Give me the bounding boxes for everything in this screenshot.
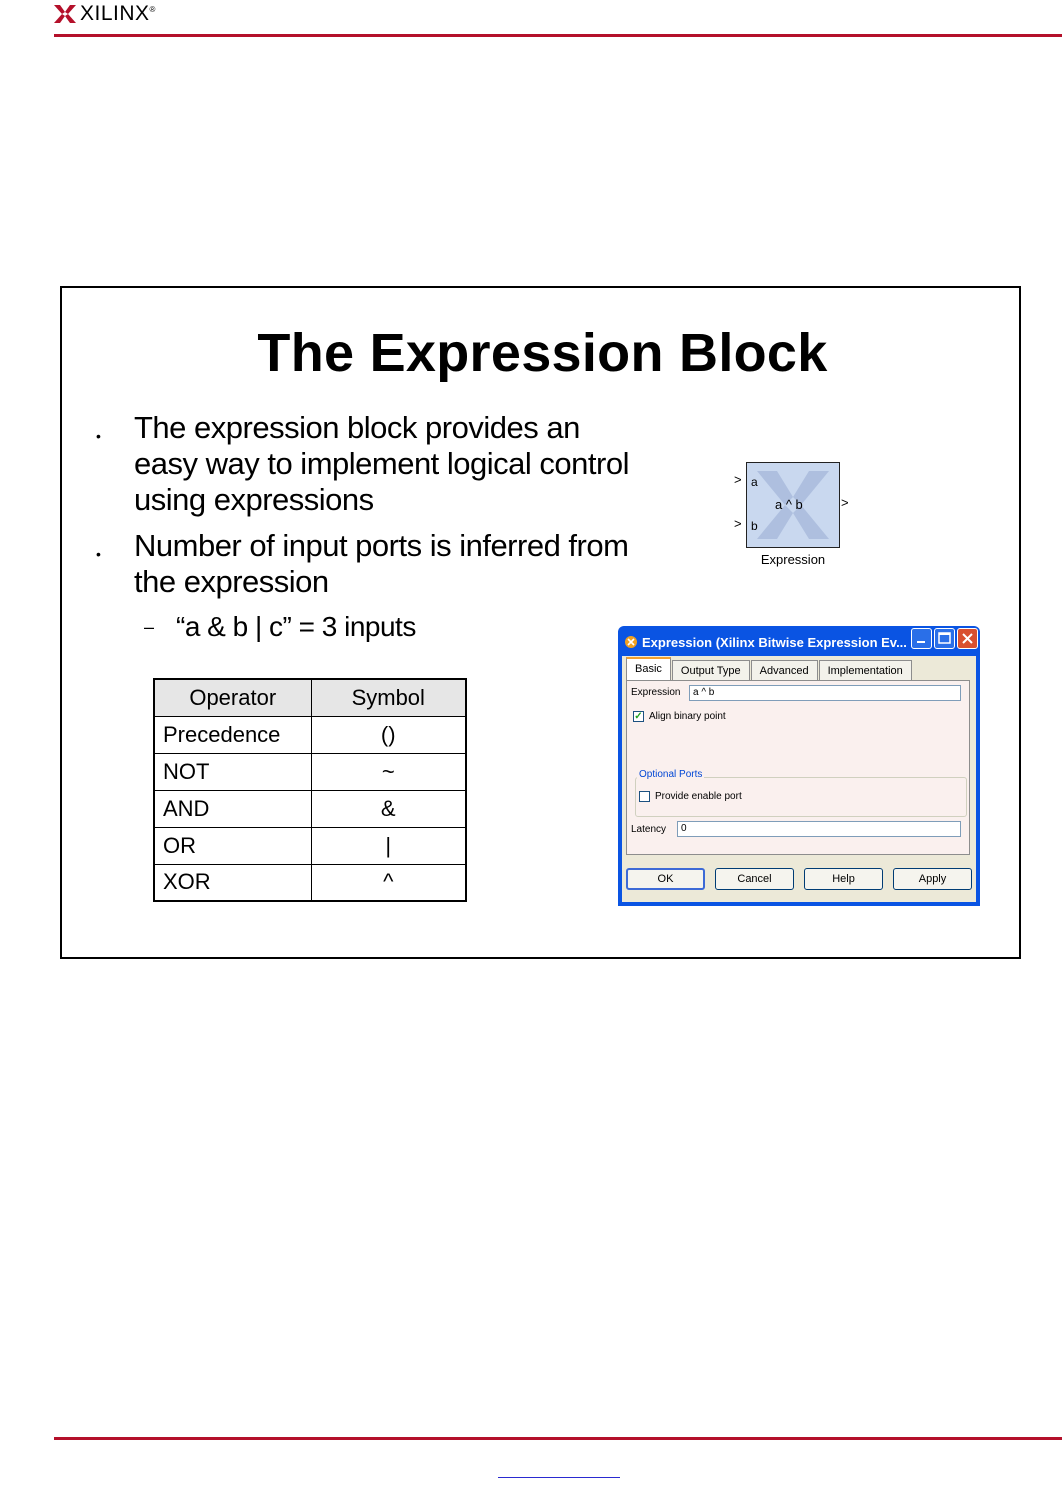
logo-text: XILINX®	[80, 2, 156, 25]
footer-rule	[54, 1437, 1062, 1440]
symbol-cell: &	[311, 790, 466, 827]
ok-button[interactable]: OK	[626, 868, 705, 890]
operator-cell: XOR	[154, 864, 311, 901]
bullet-item: • The expression block provides an easy way to implement logical control using expressions	[96, 410, 629, 517]
column-header: Operator	[154, 679, 311, 716]
close-button[interactable]	[957, 628, 978, 649]
input-arrow-icon: >	[734, 472, 742, 487]
table-row	[154, 864, 466, 901]
output-arrow-icon: >	[841, 495, 849, 510]
provide-enable-port-label: Provide enable port	[655, 791, 742, 802]
expression-label: Expression	[631, 687, 681, 698]
dialog-title: Expression (Xilinx Bitwise Expression Ev...	[642, 634, 907, 650]
window-controls	[911, 628, 978, 649]
help-button[interactable]: Help	[804, 868, 883, 890]
tab-basic[interactable]: Basic	[626, 657, 671, 680]
symbol-cell: ^	[311, 864, 466, 901]
bullet-dot-icon: •	[96, 546, 101, 562]
operator-cell: Precedence	[154, 716, 311, 753]
apply-button[interactable]: Apply	[893, 868, 972, 890]
footer-link[interactable]	[498, 1463, 620, 1478]
block-expression-text: a ^ b	[775, 497, 803, 512]
input-port-b: b	[751, 519, 758, 533]
latency-input[interactable]: 0	[677, 821, 961, 837]
page-header	[0, 0, 1062, 40]
minimize-icon	[912, 629, 931, 648]
table-header-row	[154, 679, 466, 716]
symbol-cell: ()	[311, 716, 466, 753]
maximize-button[interactable]	[934, 628, 955, 649]
app-icon	[624, 635, 638, 649]
slide-title: The Expression Block	[257, 323, 828, 383]
table-row	[154, 790, 466, 827]
expression-block	[746, 462, 840, 548]
header-rule	[54, 34, 1062, 37]
maximize-icon	[935, 629, 954, 648]
tab-bar	[626, 660, 913, 680]
table-row	[154, 716, 466, 753]
tab-advanced[interactable]: Advanced	[751, 660, 818, 680]
sub-bullet-item: – “a & b | c” = 3 inputs	[144, 611, 416, 642]
minimize-button[interactable]	[911, 628, 932, 649]
tab-implementation[interactable]: Implementation	[819, 660, 912, 680]
input-arrow-icon: >	[734, 516, 742, 531]
bullet-item: • Number of input ports is inferred from the expression	[96, 528, 629, 599]
column-header: Symbol	[311, 679, 466, 716]
xilinx-logo-icon	[52, 3, 78, 25]
basic-panel	[626, 680, 970, 855]
slide-figure	[60, 286, 1021, 959]
align-binary-point-label: Align binary point	[649, 711, 726, 722]
dash-icon: –	[144, 617, 154, 637]
dialog-button-row	[626, 868, 972, 890]
operator-table	[153, 678, 467, 902]
tab-output-type[interactable]: Output Type	[672, 660, 750, 680]
expression-dialog	[618, 626, 980, 906]
cancel-button[interactable]: Cancel	[715, 868, 794, 890]
symbol-cell: ~	[311, 753, 466, 790]
input-port-a: a	[751, 475, 758, 489]
operator-cell: NOT	[154, 753, 311, 790]
block-label: Expression	[760, 552, 826, 567]
operator-cell: OR	[154, 827, 311, 864]
operator-cell: AND	[154, 790, 311, 827]
xilinx-logo	[52, 2, 156, 26]
symbol-cell: |	[311, 827, 466, 864]
bullet-list	[94, 410, 634, 644]
latency-label: Latency	[631, 824, 667, 835]
table-row	[154, 827, 466, 864]
bullet-dot-icon: •	[96, 428, 101, 444]
table-row	[154, 753, 466, 790]
close-icon	[958, 629, 977, 648]
optional-ports-title: Optional Ports	[639, 769, 703, 780]
dialog-body	[622, 656, 976, 902]
align-binary-point-checkbox[interactable]: ✓	[634, 711, 643, 722]
expression-block-diagram	[734, 458, 864, 578]
expression-input[interactable]: a ^ b	[689, 685, 961, 701]
provide-enable-port-checkbox[interactable]	[639, 791, 650, 802]
